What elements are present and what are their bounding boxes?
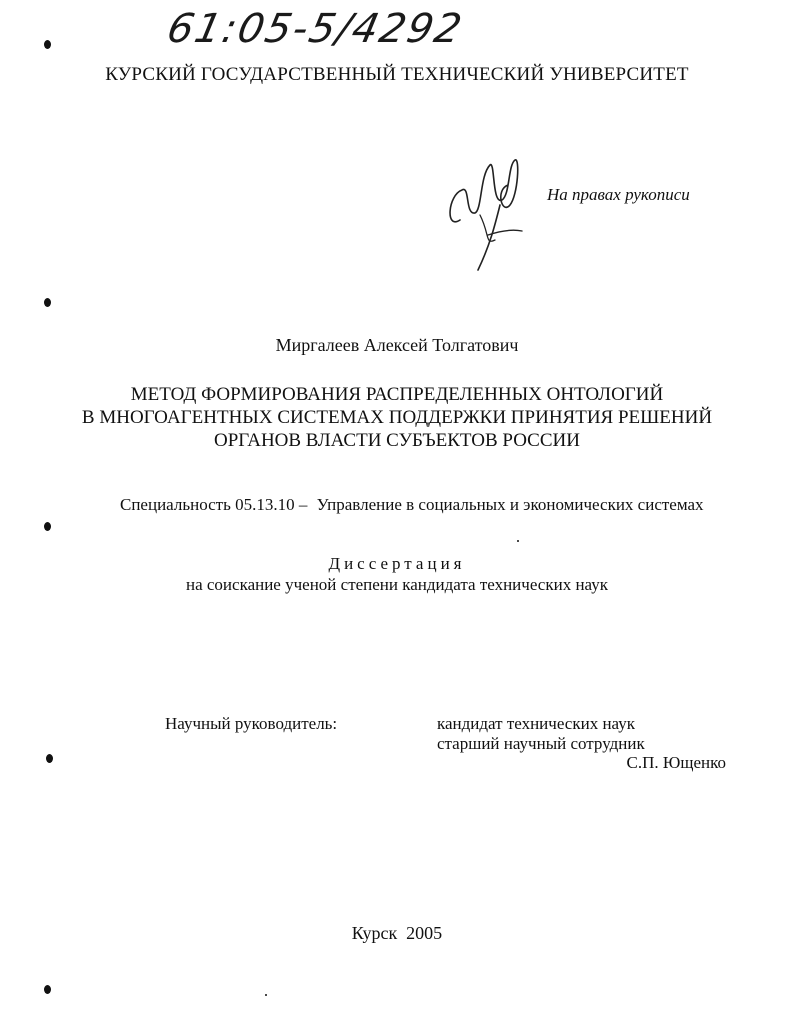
specialty [120,495,704,515]
city-year: Курск 2005 [351,923,443,943]
author-name: Миргалеев Алексей Толгатович [275,335,519,355]
title-line-1: МЕТОД ФОРМИРОВАНИЯ РАСПРЕДЕЛЕННЫХ ОНТОЛОГИЙ [130,384,664,405]
specialty-label: Специальность 05.13.10 – [120,495,308,514]
binding-hole-1 [44,40,51,49]
supervisor-degree: кандидат технических наук [437,714,635,733]
binding-hole-4 [46,754,53,763]
dissertation-title [0,383,794,452]
manuscript-rights: На правах рукописи [547,185,690,204]
document-type: Диссертация [328,554,466,573]
binding-hole-2 [44,298,51,307]
speck [517,540,519,542]
specialty-value: Управление в социальных и экономических системах [316,495,704,514]
binding-hole-5 [44,985,51,994]
degree-line: на соискание ученой степени кандидата технических наук [185,575,608,594]
signature-image [440,135,540,275]
archive-code: 61:05-5/4292 [163,6,468,52]
binding-hole-3 [44,522,51,531]
supervisor-label: Научный руководитель: [165,714,338,733]
supervisor-name: С.П. Ющенко [626,753,726,772]
supervisor-rank: старший научный сотрудник [437,734,645,753]
title-line-3: ОРГАНОВ ВЛАСТИ СУБЪЕКТОВ РОССИИ [214,430,580,451]
speck [265,994,267,996]
title-line-2: В МНОГОАГЕНТНЫХ СИСТЕМАХ ПОДДЕРЖКИ ПРИНЯТИЯ РЕШЕНИЙ [81,407,713,428]
university-name: КУРСКИЙ ГОСУДАРСТВЕННЫЙ ТЕХНИЧЕСКИЙ УНИВЕРСИТЕТ [105,64,689,85]
